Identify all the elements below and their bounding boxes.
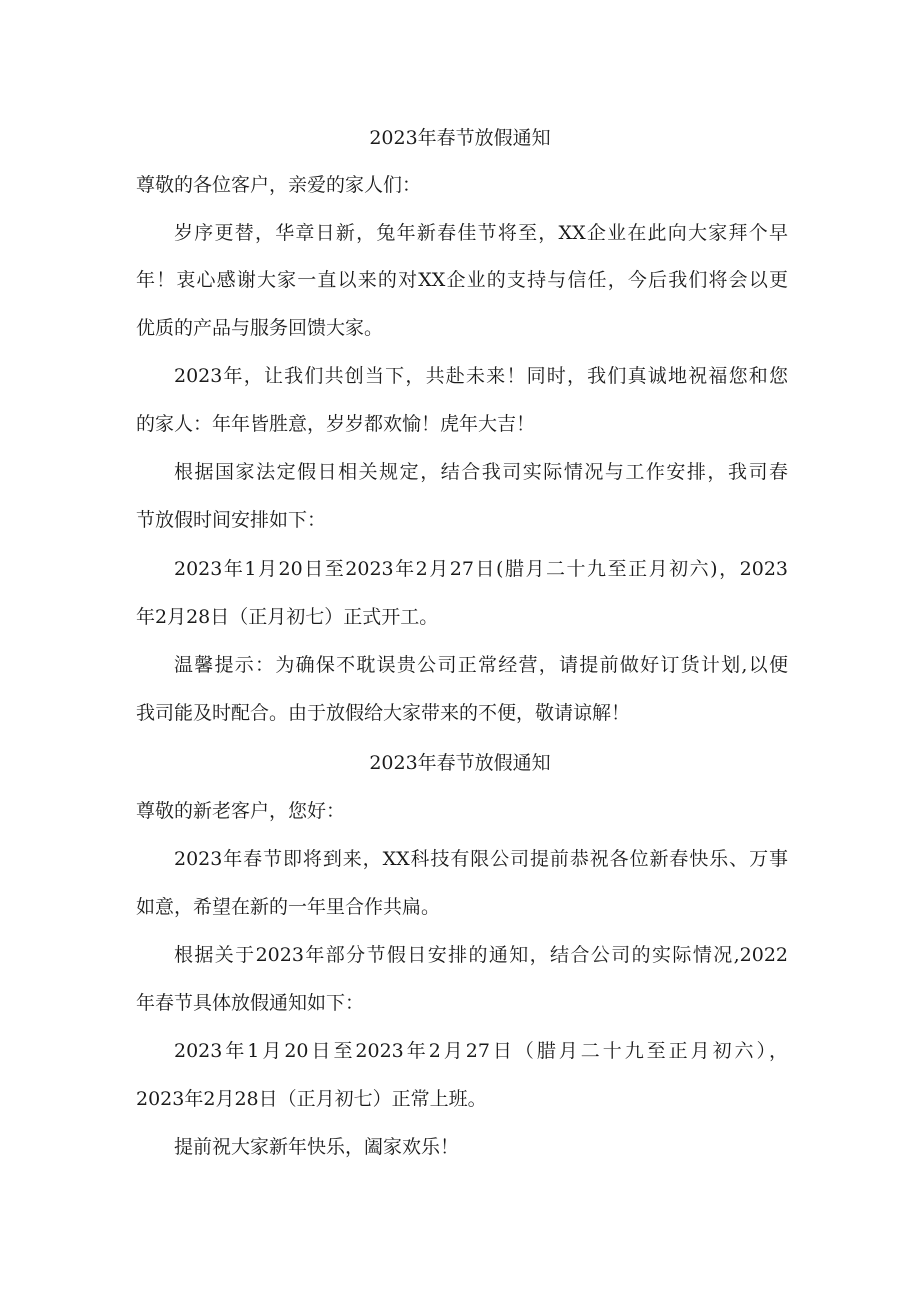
paragraph-text: 节放假时间安排如下： <box>136 509 327 531</box>
paragraph-text: 温馨提示：为确保不耽误贵公司正常经营，请提前做好订货计划,以便 <box>174 654 788 676</box>
paragraph-text: 根据国家法定假日相关规定，结合我司实际情况与工作安排，我司春 <box>174 461 788 483</box>
paragraph-text: 如意，希望在新的一年里合作共扁。 <box>136 896 441 918</box>
notice-2-title-line <box>0 751 920 775</box>
notice-2-greeting: 尊敬的新老客户，您好： <box>136 800 346 822</box>
paragraph-text: 年2月28日（正月初七）正式开工。 <box>136 606 439 628</box>
notice-1-title: 2023年春节放假通知 <box>369 127 551 149</box>
paragraph-text: 的家人：年年皆胜意，岁岁都欢愉！虎年大吉！ <box>136 413 536 435</box>
notice-1-title-line <box>0 126 920 150</box>
paragraph-text: 2023年春节即将到来，XX科技有限公司提前恭祝各位新春快乐、万事 <box>174 848 788 870</box>
paragraph-text: 根据关于2023年部分节假日安排的通知，结合公司的实际情况,2022 <box>174 944 788 966</box>
paragraph-text: 2023年2月28日（正月初七）正常上班。 <box>136 1088 487 1110</box>
paragraph-text: 提前祝大家新年快乐，阖家欢乐！ <box>174 1136 460 1158</box>
notice-1-greeting: 尊敬的各位客户，亲爱的家人们： <box>136 174 422 196</box>
paragraph-text: 2023年1月20日至2023年2月27日(腊月二十九至正月初六)，2023 <box>174 558 788 580</box>
paragraph-text: 年！衷心感谢大家一直以来的对XX企业的支持与信任，今后我们将会以更 <box>136 269 788 291</box>
paragraph-text: 优质的产品与服务回馈大家。 <box>136 317 384 339</box>
paragraph-text: 岁序更替，华章日新，兔年新春佳节将至，XX企业在此向大家拜个早 <box>174 222 788 244</box>
paragraph-text: 年春节具体放假通知如下： <box>136 992 365 1014</box>
paragraph-text: 我司能及时配合。由于放假给大家带来的不便，敬请谅解！ <box>136 702 631 724</box>
paragraph-text: 2023年1月20日至2023年2月27日（腊月二十九至正月初六）， <box>174 1040 788 1062</box>
paragraph-text: 2023年，让我们共创当下，共赴未来！同时，我们真诚地祝福您和您 <box>174 365 788 387</box>
notice-2-title: 2023年春节放假通知 <box>369 752 551 774</box>
